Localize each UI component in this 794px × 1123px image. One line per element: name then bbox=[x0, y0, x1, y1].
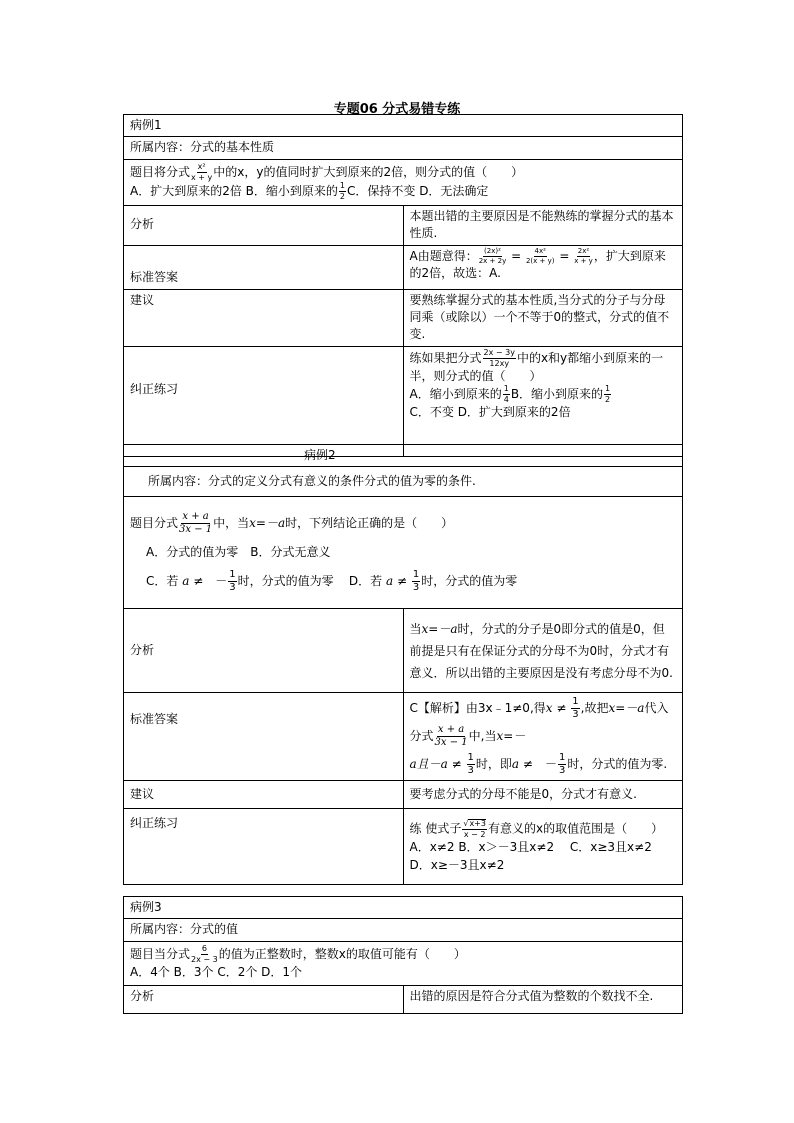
case1-header: 病例1 bbox=[124, 115, 683, 137]
answer-label: 标准答案 bbox=[124, 693, 404, 781]
case2-question: 题目分式 $\frac{x + a}{3x - 1}$ 中，当x=－a时，下列结论正确的是（ ） A．分式的值为零 B．分式无意义 C．若 a ≠ － $\frac{1}{3}$ 时，分式的值为零 D．若 a ≠ $\frac{1}{3}$ 时，分式的值为零 bbox=[124, 497, 683, 609]
advice-text: 要考虑分式的分母不能是0，分式才有意义. bbox=[403, 781, 683, 809]
case3-content: 所属内容：分式的值 bbox=[124, 919, 683, 941]
analysis-label: 分析 bbox=[124, 205, 404, 245]
options: A．4个 B．3个 C．2个 D．1个 bbox=[130, 965, 303, 980]
q-fraction: $\frac{x + a}{3x - 1}$ bbox=[179, 511, 213, 536]
analysis-label: 分析 bbox=[124, 609, 404, 693]
half-fraction-2: $\frac{1}{2}$ bbox=[605, 384, 611, 405]
options-rest: C．保持不变 D．无法确定 bbox=[347, 184, 489, 199]
advice-label: 建议 bbox=[124, 289, 404, 346]
options-cd: C．若 a ≠ － $\frac{1}{3}$ 时，分式的值为零 D．若 a ≠ $\frac{1}{3}$ 时，分式的值为零 bbox=[146, 569, 518, 594]
q-fraction: $\frac{6}{2x - 3}$ bbox=[191, 944, 218, 965]
practice-options: A．x≠2 B．x＞－3且x≠2 C．x≥3且x≠2 D．x≥－3且x≠2 bbox=[409, 840, 664, 872]
case2-header: 病例2 bbox=[124, 445, 683, 467]
q-fraction: $\frac{\text{x²}}{x + y}$ bbox=[191, 162, 213, 183]
case1-question bbox=[124, 159, 683, 205]
options-ab: A．分式的值为零 B．分式无意义 bbox=[146, 545, 331, 560]
ans-frac-1: $\frac{\text{(2x)²}}{2x + 2y}$ bbox=[478, 246, 507, 265]
answer-text: C【解析】由3x﹣1≠0,得x ≠ $\frac{1}{3}$ ,故把x=－a代入分式 $\frac{x + a}{3x - 1}$ 中,当x=－ a且－a ≠ $\frac{1}{3}$ 时，即a ≠ － $\frac{1}{3}$ 时，分式的值为零. bbox=[403, 693, 683, 781]
options-a: A．扩大到原来的2倍 B．缩小到原来的 bbox=[130, 184, 338, 199]
case3-table bbox=[123, 896, 683, 1014]
q-post: 中的x，y的值同时扩大到原来的2倍，则分式的值（ ） bbox=[213, 165, 524, 180]
case2-content: 所属内容：分式的定义分式有意义的条件分式的值为零的条件. bbox=[124, 467, 683, 497]
analysis-text: 本题出错的主要原因是不能熟练的掌握分式的基本性质. bbox=[403, 205, 683, 245]
case2-table bbox=[123, 444, 683, 885]
ans-frac-3: $\frac{\text{2x²}}{x + y}$ bbox=[574, 246, 593, 265]
analysis-text: 出错的原因是符合分式值为整数的个数找不全. bbox=[403, 985, 683, 1013]
q-pre: 题目将分式 bbox=[130, 165, 191, 180]
advice-label: 建议 bbox=[124, 781, 404, 809]
ans-frac-2: $\frac{\text{4x²}}{2(x + y)}$ bbox=[525, 246, 555, 265]
sqrt-fraction: $\frac{√x+3}{x - 2}$ bbox=[463, 819, 486, 840]
analysis-label: 分析 bbox=[124, 985, 404, 1013]
practice-text: 练如果把分式 $\frac{2x - 3y}{12xy}$ 中的x和y都缩小到原来的一半，则分式的值（ ） A．缩小到原来的 $\frac{1}{4}$ B．缩小到原来的 $\frac{1}{2}$ C．不变 D．扩大到原来的2倍 bbox=[403, 346, 683, 456]
half-fraction: $\frac{1}{2}$ bbox=[339, 181, 345, 202]
case3-header: 病例3 bbox=[124, 897, 683, 919]
pr-fraction: $\frac{2x - 3y}{12xy}$ bbox=[483, 347, 515, 368]
case1-table bbox=[123, 114, 683, 457]
practice-text: 练 使式子 $\frac{√x+3}{x - 2}$ 有意义的x的取值范围是（ ） A．x≠2 B．x＞－3且x≠2 C．x≥3且x≠2 D．x≥－3且x≠2 bbox=[403, 809, 683, 885]
analysis-text: 当x=－a时，分式的分子是0即分式的值是0，但前提是只有在保证分式的分母不为0时，分式才有意义．所以出错的主要原因是没有考虑分母不为0. bbox=[403, 609, 683, 693]
practice-label: 纠正练习 bbox=[124, 346, 404, 456]
answer-label: 标准答案 bbox=[124, 245, 404, 289]
case1-content: 所属内容：分式的基本性质 bbox=[124, 137, 683, 159]
practice-label: 纠正练习 bbox=[124, 809, 404, 885]
case3-question: 题目当分式 $\frac{6}{2x - 3}$ 的值为正整数时，整数x的取值可能有（ ） A．4个 B．3个 C．2个 D．1个 bbox=[124, 941, 683, 985]
page-title: 专题06 分式易错专练 bbox=[333, 102, 461, 117]
answer-text: A由题意得： $\frac{\text{(2x)²}}{2x + 2y}$ = $\frac{\text{4x²}}{2(x + y)}$ = $\frac{\text{2x²}}{x + y}$ ，扩大到原来的2倍，故选：A. bbox=[403, 245, 683, 289]
advice-text: 要熟练掌握分式的基本性质,当分式的分子与分母同乘（或除以）一个不等于0的整式，分式的值不变. bbox=[403, 289, 683, 346]
quarter-fraction: $\frac{1}{4}$ bbox=[503, 384, 509, 405]
